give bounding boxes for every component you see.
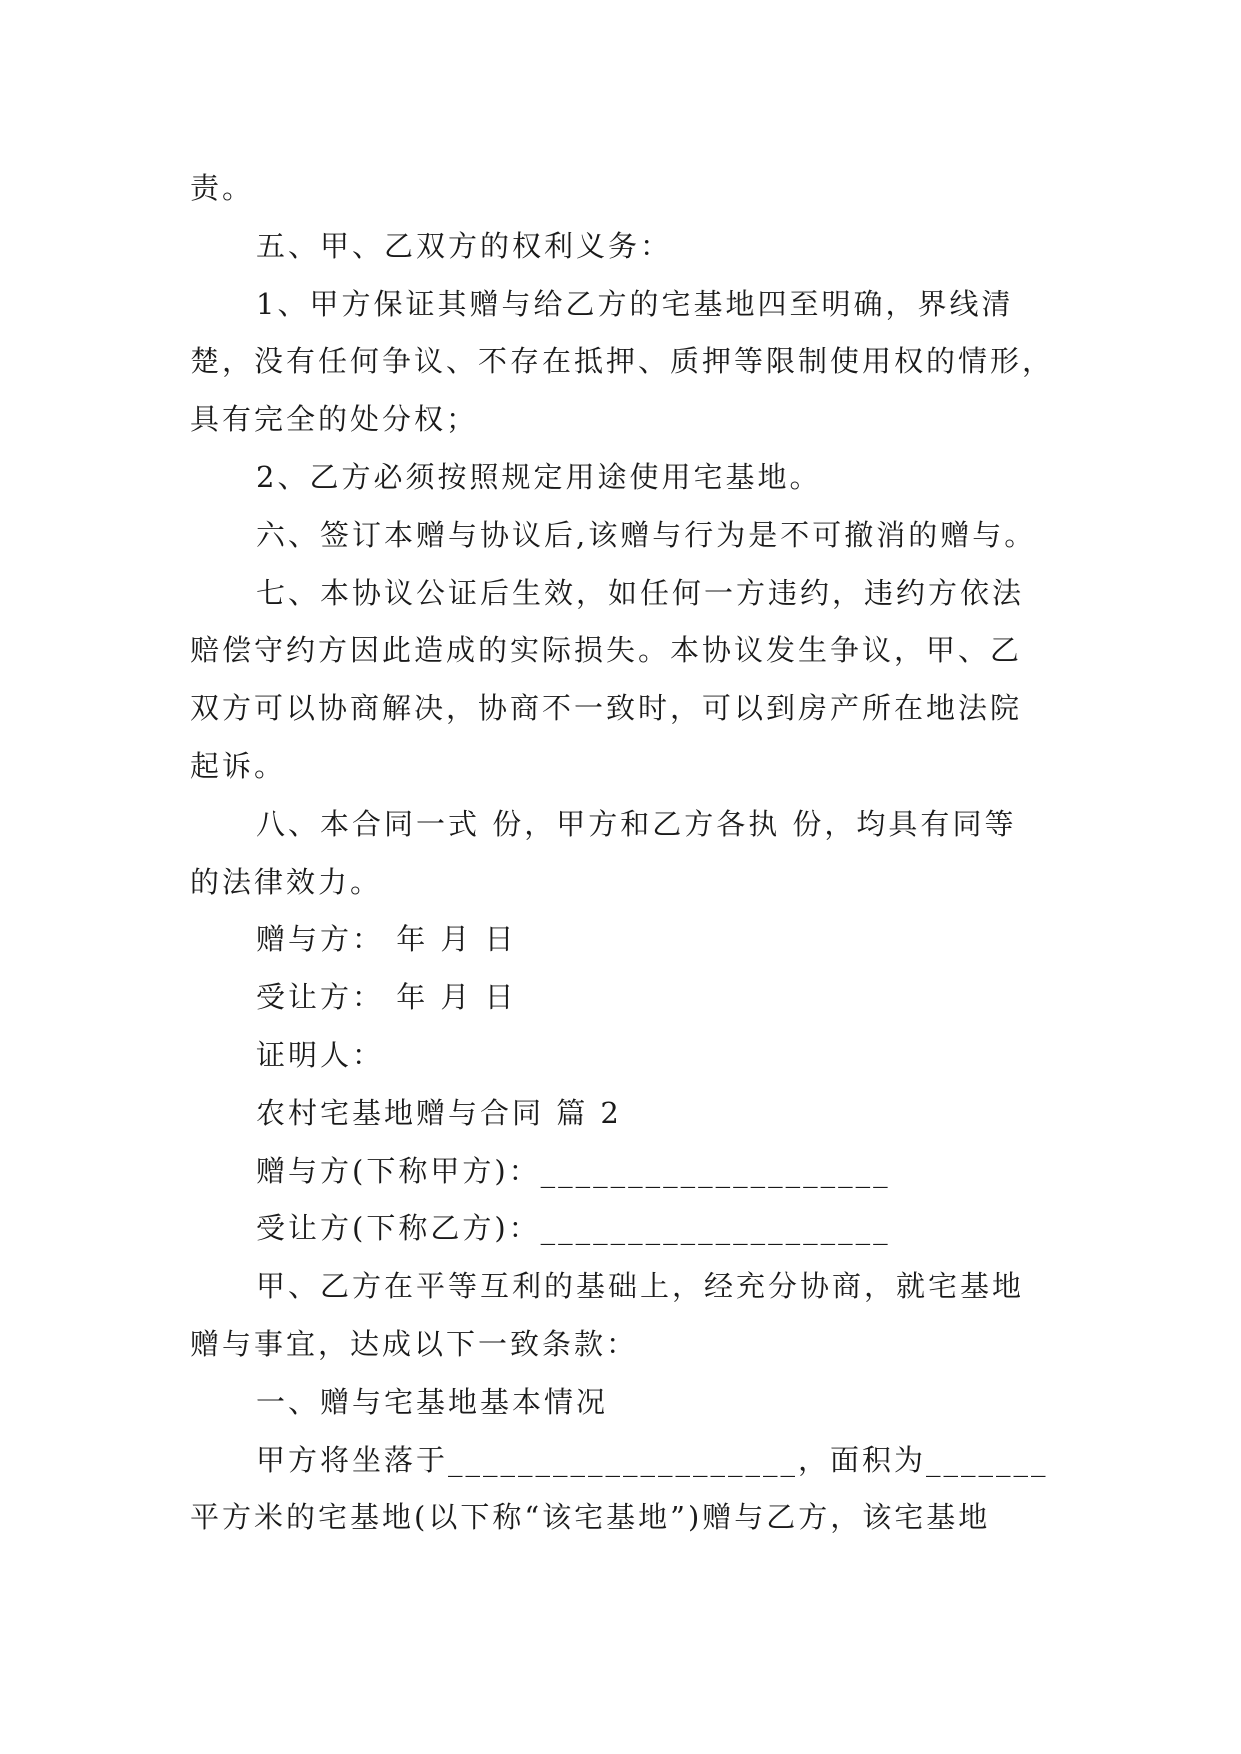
paragraph-line: 七、本协议公证后生效，如任何一方违约，违约方依法 <box>256 575 1025 610</box>
paragraph-line: 2、乙方必须按照规定用途使用宅基地。 <box>256 459 822 494</box>
paragraph-line: 楚，没有任何争议、不存在抵押、质押等限制使用权的情形， <box>190 344 1055 379</box>
paragraph-line: 赔偿守约方因此造成的实际损失。本协议发生争议，甲、乙 <box>190 633 1023 668</box>
paragraph-line: 具有完全的处分权； <box>190 402 479 437</box>
paragraph-line: 双方可以协商解决，协商不一致时，可以到房产所在地法院 <box>190 691 1023 726</box>
paragraph-line: 责。 <box>190 171 255 205</box>
paragraph-line: 甲方将坐落于____________________，面积为_______ <box>256 1442 1049 1477</box>
signature-line-recipient: 受让方： 年 月 日 <box>256 980 517 1015</box>
paragraph-line: 的法律效力。 <box>190 864 383 899</box>
paragraph-line: 1、甲方保证其赠与给乙方的宅基地四至明确，界线清 <box>256 286 1014 321</box>
paragraph-line: 甲、乙方在平等互利的基础上，经充分协商，就宅基地 <box>256 1269 1025 1304</box>
signature-line-witness: 证明人： <box>256 1037 385 1072</box>
paragraph-line: 平方米的宅基地(以下称“该宅基地”)赠与乙方，该宅基地 <box>190 1500 991 1535</box>
section-heading: 五、甲、乙双方的权利义务： <box>256 228 673 263</box>
paragraph-line: 起诉。 <box>190 748 287 783</box>
document-body <box>190 160 1070 1547</box>
signature-line-donor: 赠与方： 年 月 日 <box>256 922 517 957</box>
section-heading: 一、赠与宅基地基本情况 <box>256 1384 609 1419</box>
recipient-field: 受让方(下称乙方)：____________________ <box>256 1211 891 1246</box>
paragraph-line: 六、签订本赠与协议后,该赠与行为是不可撤消的赠与。 <box>256 517 1037 552</box>
paragraph-line: 赠与事宜，达成以下一致条款： <box>190 1326 639 1361</box>
contract-title: 农村宅基地赠与合同 篇 2 <box>256 1095 622 1130</box>
paragraph-line: 八、本合同一式 份，甲方和乙方各执 份，均具有同等 <box>256 806 1017 841</box>
donor-field: 赠与方(下称甲方)：____________________ <box>256 1153 891 1188</box>
